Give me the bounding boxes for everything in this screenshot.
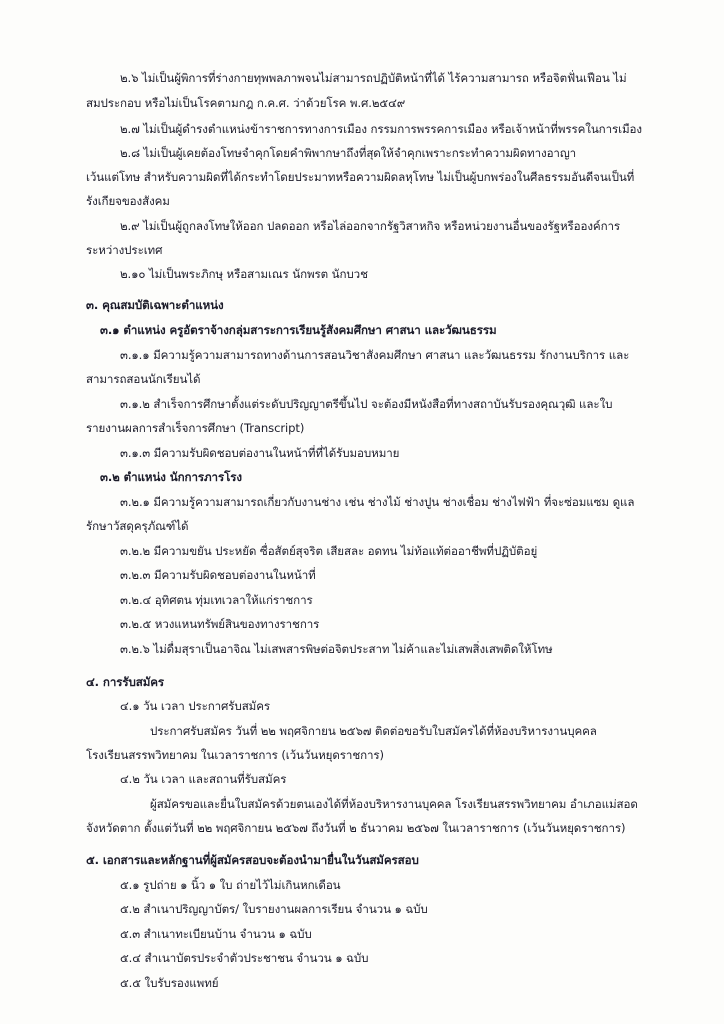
item-3-1-1-line-2: สามารถสอนนักเรียนได้ [86, 372, 201, 386]
item-3-2-5: ๓.๒.๕ หวงแหนทรัพย์สินของทางราชการ [120, 617, 320, 631]
section-5-heading: ๕. เอกสารและหลักฐานที่ผู้สมัครสอบจะต้องนำมายื่นในวันสมัครสอบ [86, 853, 419, 867]
section-3-heading: ๓. คุณสมบัติเฉพาะตำแหน่ง [86, 298, 224, 312]
item-5-5: ๕.๕ ใบรับรองแพทย์ [120, 976, 219, 990]
position-3-1-heading: ๓.๑ ตำแหน่ง ครูอัตราจ้างกลุ่มสาระการเรียนรู้สังคมศึกษา ศาสนา และวัฒนธรรม [100, 323, 497, 337]
item-3-1-2-line-2: รายงานผลการสำเร็จการศึกษา (Transcript) [86, 421, 305, 435]
item-3-2-4: ๓.๒.๔ อุทิศตน ทุ่มเทเวลาให้แก่ราชการ [120, 593, 313, 607]
item-3-2-2: ๓.๒.๒ มีความขยัน ประหยัด ซื่อสัตย์สุจริต เสียสละ อดทน ไม่ท้อแท้ต่ออาชีพที่ปฏิบัติอยู่ [120, 544, 538, 558]
item-3-1-2-line-1: ๓.๑.๒ สำเร็จการศึกษาตั้งแต่ระดับปริญญาตรีขึ้นไป จะต้องมีหนังสือที่ทางสถาบันรับรองคุณวุฒิ และใบ [120, 397, 613, 411]
item-2-9-line-2: ระหว่างประเทศ [86, 243, 163, 257]
item-4-2: ๔.๒ วัน เวลา และสถานที่รับสมัคร [120, 772, 287, 786]
item-2-8-line-3: รังเกียจของสังคม [86, 194, 170, 208]
item-4-1-detail-line-2: โรงเรียนสรรพวิทยาคม ในเวลาราชการ (เว้นวันหยุดราชการ) [86, 748, 384, 762]
item-4-2-detail-line-1: ผู้สมัครขอและยื่นใบสมัครด้วยตนเองได้ที่ห้องบริหารงานบุคคล โรงเรียนสรรพวิทยาคม อำเภอแม่สอด [150, 797, 638, 811]
item-3-1-1-line-1: ๓.๑.๑ มีความรู้ความสามารถทางด้านการสอนวิชาสังคมศึกษา ศาสนา และวัฒนธรรม รักงานบริการ และ [120, 348, 630, 362]
item-3-2-1-line-2: รักษาวัสดุครุภัณฑ์ได้ [86, 519, 189, 533]
item-2-9-line-1: ๒.๙ ไม่เป็นผู้ถูกลงโทษให้ออก ปลดออก หรือไล่ออกจากรัฐวิสาหกิจ หรือหน่วยงานอื่นของรัฐหรือองค์การ [120, 219, 621, 233]
item-5-1: ๕.๑ รูปถ่าย ๑ นิ้ว ๑ ใบ ถ่ายไว้ไม่เกินหกเดือน [120, 878, 341, 892]
item-3-2-3: ๓.๒.๓ มีความรับผิดชอบต่องานในหน้าที่ [120, 568, 316, 582]
item-5-2: ๕.๒ สำเนาปริญญาบัตร/ ใบรายงานผลการเรียน จำนวน ๑ ฉบับ [120, 902, 428, 916]
item-3-2-1-line-1: ๓.๒.๑ มีความรู้ความสามารถเกี่ยวกับงานช่าง เช่น ช่างไม้ ช่างปูน ช่างเชื่อม ช่างไฟฟ้า ที่จะซ่อมแซม ดูแล [120, 495, 635, 509]
item-4-2-detail-line-2: จังหวัดตาก ตั้งแต่วันที่ ๒๒ พฤศจิกายน ๒๕๖๗ ถึงวันที่ ๒ ธันวาคม ๒๕๖๗ ในเวลาราชการ (เว้นวันหยุดราชการ) [86, 821, 626, 835]
item-2-10: ๒.๑๐ ไม่เป็นพระภิกษุ หรือสามเณร นักพรต นักบวช [120, 267, 368, 281]
position-3-2-heading: ๓.๒ ตำแหน่ง นักการภารโรง [100, 470, 242, 484]
item-2-8-line-1: ๒.๘ ไม่เป็นผู้เคยต้องโทษจำคุกโดยคำพิพากษาถึงที่สุดให้จำคุกเพราะกระทำความผิดทางอาญา [120, 146, 577, 160]
item-5-4: ๕.๔ สำเนาบัตรประจำตัวประชาชน จำนวน ๑ ฉบับ [120, 951, 369, 965]
section-4-heading: ๔. การรับสมัคร [86, 675, 165, 689]
item-5-3: ๕.๓ สำเนาทะเบียนบ้าน จำนวน ๑ ฉบับ [120, 927, 312, 941]
item-4-1-detail-line-1: ประกาศรับสมัคร วันที่ ๒๒ พฤศจิกายน ๒๕๖๗ ติดต่อขอรับใบสมัครได้ที่ห้องบริหารงานบุคคล [150, 724, 597, 738]
item-2-6-line-2: สมประกอบ หรือไม่เป็นโรคตามกฎ ก.ค.ศ. ว่าด้วยโรค พ.ศ.๒๕๔๙ [86, 96, 406, 110]
item-2-7: ๒.๗ ไม่เป็นผู้ดำรงตำแหน่งข้าราชการทางการเมือง กรรมการพรรคการเมือง หรือเจ้าหน้าที่พรรคในการเมือง [120, 122, 642, 136]
item-3-1-3: ๓.๑.๓ มีความรับผิดชอบต่องานในหน้าที่ที่ได้รับมอบหมาย [120, 446, 400, 460]
item-2-8-line-2: เว้นแต่โทษ สำหรับความผิดที่ได้กระทำโดยประมาทหรือความผิดลหุโทษ ไม่เป็นผู้บกพร่องในศีลธรรมอันดีจนเป็นที่ [86, 170, 635, 184]
item-4-1: ๔.๑ วัน เวลา ประกาศรับสมัคร [120, 699, 270, 713]
item-3-2-6: ๓.๒.๖ ไม่ดื่มสุราเป็นอาจิณ ไม่เสพสารพิษต่อจิตประสาท ไม่ค้าและไม่เสพสิ่งเสพติดให้โทษ [120, 642, 553, 656]
item-2-6-line-1: ๒.๖ ไม่เป็นผู้พิการที่ร่างกายทุพพลภาพจนไม่สามารถปฏิบัติหน้าที่ได้ ไร้ความสามารถ หรือจิตฟั่นเฟือน ไม่ [120, 71, 627, 85]
